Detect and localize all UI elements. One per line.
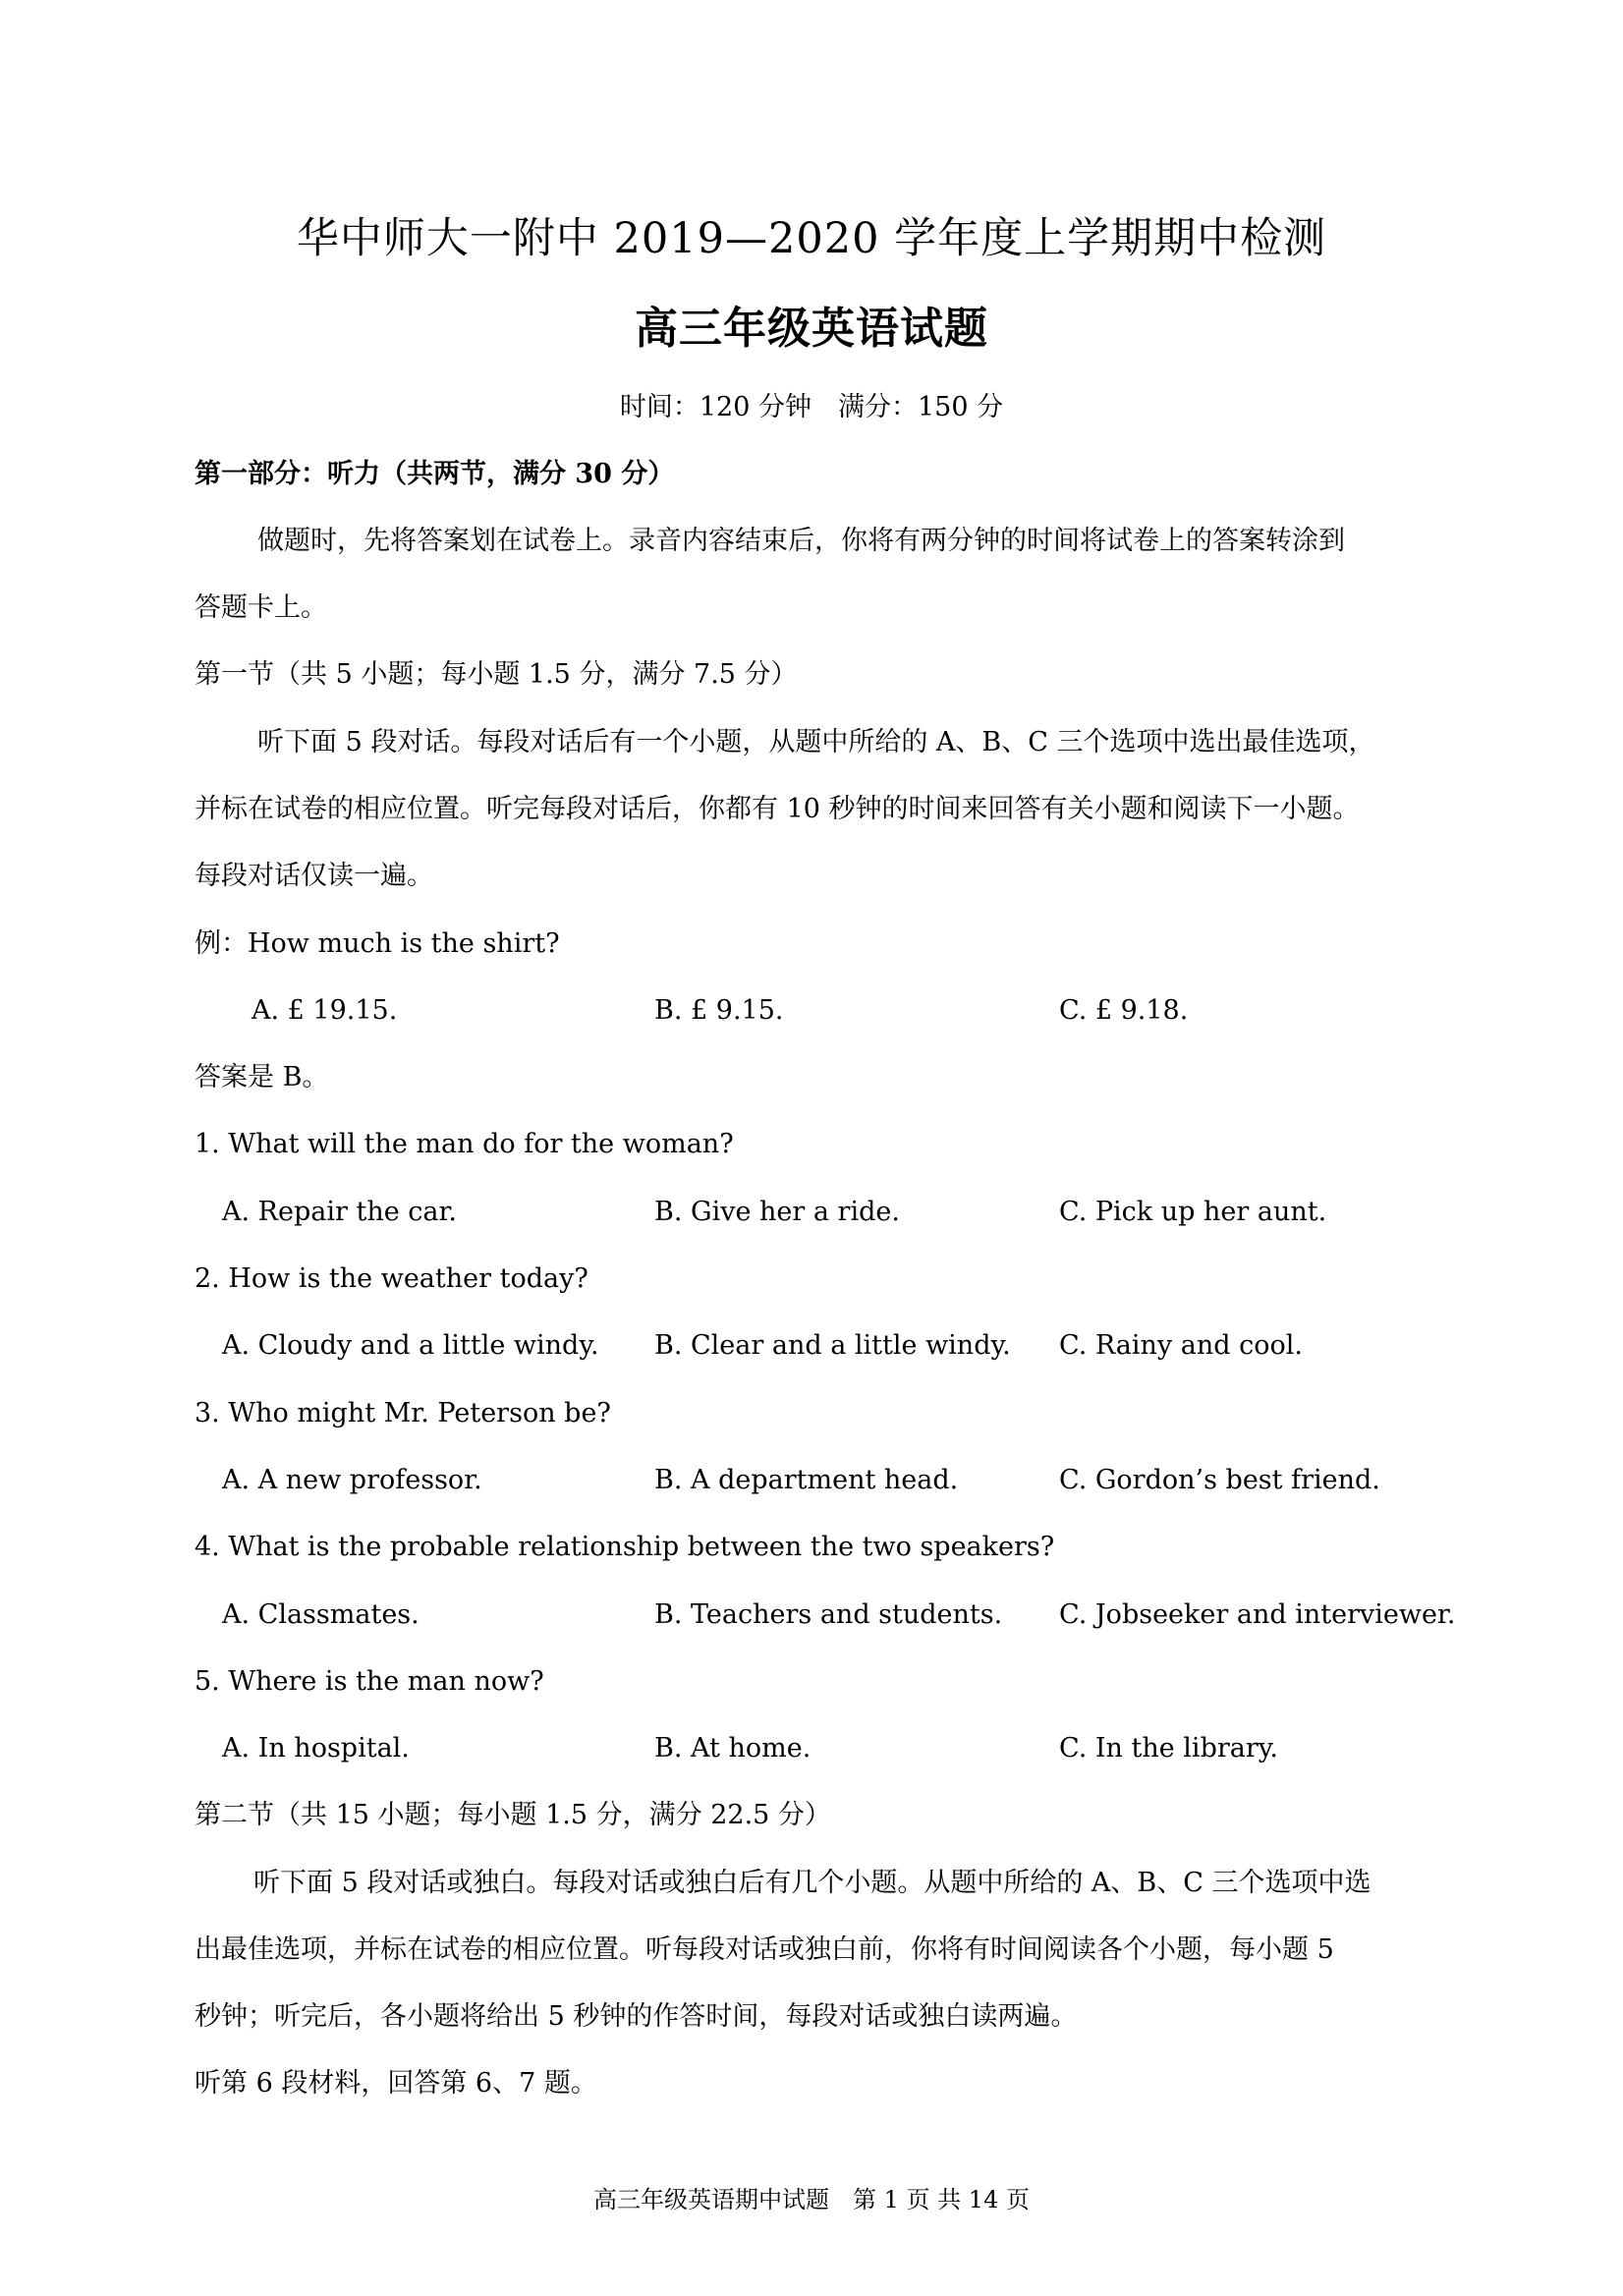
example-option-a: A. £ 19.15. [252,995,398,1026]
exam-meta: 时间：120 分钟 满分：150 分 [619,392,1004,422]
question-1-option-c: C. Pick up her aunt. [1059,1197,1327,1227]
section1-instruction-line2: 并标在试卷的相应位置。听完每段对话后，你都有 10 秒钟的时间来回答有关小题和阅读下一小题。 [195,794,1360,824]
question-3-option-b: B. A department head. [654,1465,959,1495]
question-1: 1. What will the man do for the woman? [195,1129,734,1159]
question-4: 4. What is the probable relationship between the two speakers? [195,1532,1055,1562]
question-3: 3. Who might Mr. Peterson be? [195,1398,611,1428]
example-answer: 答案是 B。 [195,1062,329,1092]
part1-heading: 第一部分：听力（共两节，满分 30 分） [195,459,675,489]
page-footer: 高三年级英语期中试题 第 1 页 共 14 页 [593,2186,1030,2213]
section1-heading: 第一节（共 5 小题；每小题 1.5 分，满分 7.5 分） [195,659,798,690]
section2-next-material: 听第 6 段材料，回答第 6、7 题。 [195,2068,597,2099]
section2-instruction-line2: 出最佳选项，并标在试卷的相应位置。听每段对话或独白前，你将有时间阅读各个小题，每小题 5 [195,1934,1334,1965]
example-option-c: C. £ 9.18. [1059,995,1189,1026]
question-3-option-a: A. A new professor. [222,1465,482,1495]
exam-subtitle: 高三年级英语试题 [635,304,988,354]
question-5-option-b: B. At home. [654,1733,812,1764]
question-3-option-c: C. Gordon’s best friend. [1059,1465,1380,1495]
question-4-option-a: A. Classmates. [222,1599,420,1630]
example-option-b: B. £ 9.15. [654,995,784,1026]
question-4-option-c: C. Jobseeker and interviewer. [1059,1599,1456,1630]
exam-title: 华中师大一附中 2019—2020 学年度上学期期中检测 [296,214,1327,263]
section2-heading: 第二节（共 15 小题；每小题 1.5 分，满分 22.5 分） [195,1800,831,1830]
question-5-option-c: C. In the library. [1059,1733,1279,1764]
question-5: 5. Where is the man now? [195,1666,544,1697]
question-5-option-a: A. In hospital. [222,1733,410,1764]
question-2-option-a: A. Cloudy and a little windy. [222,1330,599,1361]
section1-instruction-line1: 听下面 5 段对话。每段对话后有一个小题，从题中所给的 A、B、C 三个选项中选出最佳选项， [257,727,1375,757]
part1-instruction-line2: 答题卡上。 [195,592,327,623]
question-2-option-b: B. Clear and a little windy. [654,1330,1011,1361]
question-1-option-b: B. Give her a ride. [654,1197,900,1227]
section2-instruction-line1: 听下面 5 段对话或独白。每段对话或独白后有几个小题。从题中所给的 A、B、C 三个选项中选 [253,1868,1371,1898]
section2-instruction-line3: 秒钟；听完后，各小题将给出 5 秒钟的作答时间，每段对话或独白读两遍。 [195,2001,1078,2032]
question-1-option-a: A. Repair the car. [222,1197,458,1227]
part1-instruction-line1: 做题时，先将答案划在试卷上。录音内容结束后，你将有两分钟的时间将试卷上的答案转涂到 [257,526,1345,556]
example-question: 例：How much is the shirt? [195,928,560,959]
question-4-option-b: B. Teachers and students. [654,1599,1003,1630]
question-2: 2. How is the weather today? [195,1263,588,1294]
question-2-option-c: C. Rainy and cool. [1059,1330,1303,1361]
section1-instruction-line3: 每段对话仅读一遍。 [195,861,433,891]
